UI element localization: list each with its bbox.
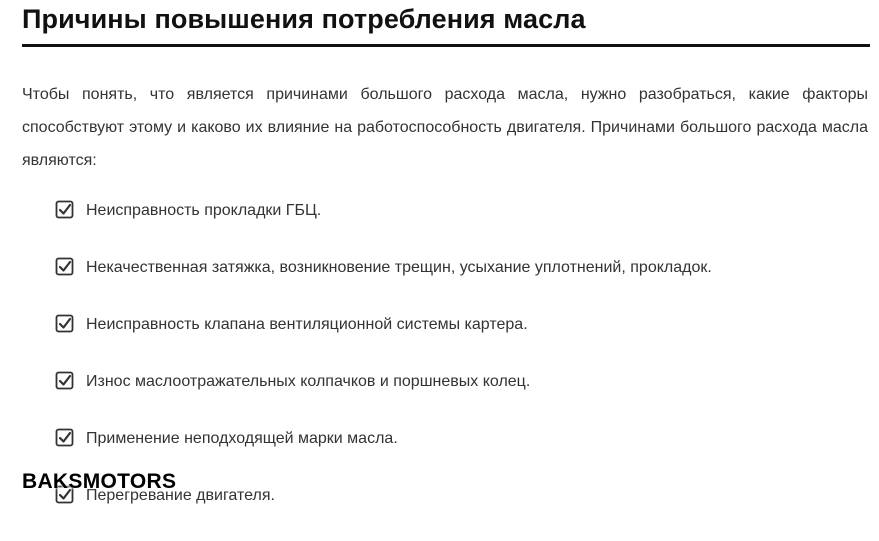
list-item-text: Неисправность прокладки ГБЦ.: [86, 202, 322, 219]
list-item: [55, 199, 712, 256]
title-underline: [22, 44, 870, 47]
checkbox-checked-icon: [55, 314, 75, 334]
list-item-text: Неисправность клапана вентиляционной системы картера.: [86, 316, 528, 333]
page-title: Причины повышения потребления масла: [22, 4, 586, 34]
checkbox-checked-icon: [55, 200, 75, 220]
list-item-text: Применение неподходящей марки масла.: [86, 430, 398, 447]
list-item-text: Перегревание двигателя.: [86, 487, 275, 504]
checkbox-checked-icon: [55, 371, 75, 391]
list-item: [55, 313, 712, 370]
list-item: [55, 256, 712, 313]
list-item-text: Износ маслоотражательных колпачков и поршневых колец.: [86, 373, 531, 390]
checkbox-checked-icon: [55, 428, 75, 448]
intro-paragraph: Чтобы понять, что является причинами большого расхода масла, нужно разобраться, какие факторы способствуют этому и каково их влияние на работоспособность двигателя. Причинами большого расхода масла являются:: [22, 86, 868, 169]
list-item: [55, 370, 712, 427]
list-item-text: Некачественная затяжка, возникновение трещин, усыхание уплотнений, прокладок.: [86, 259, 712, 276]
checkbox-checked-icon: [55, 257, 75, 277]
watermark-logo: BAKSMOTORS: [22, 470, 177, 493]
